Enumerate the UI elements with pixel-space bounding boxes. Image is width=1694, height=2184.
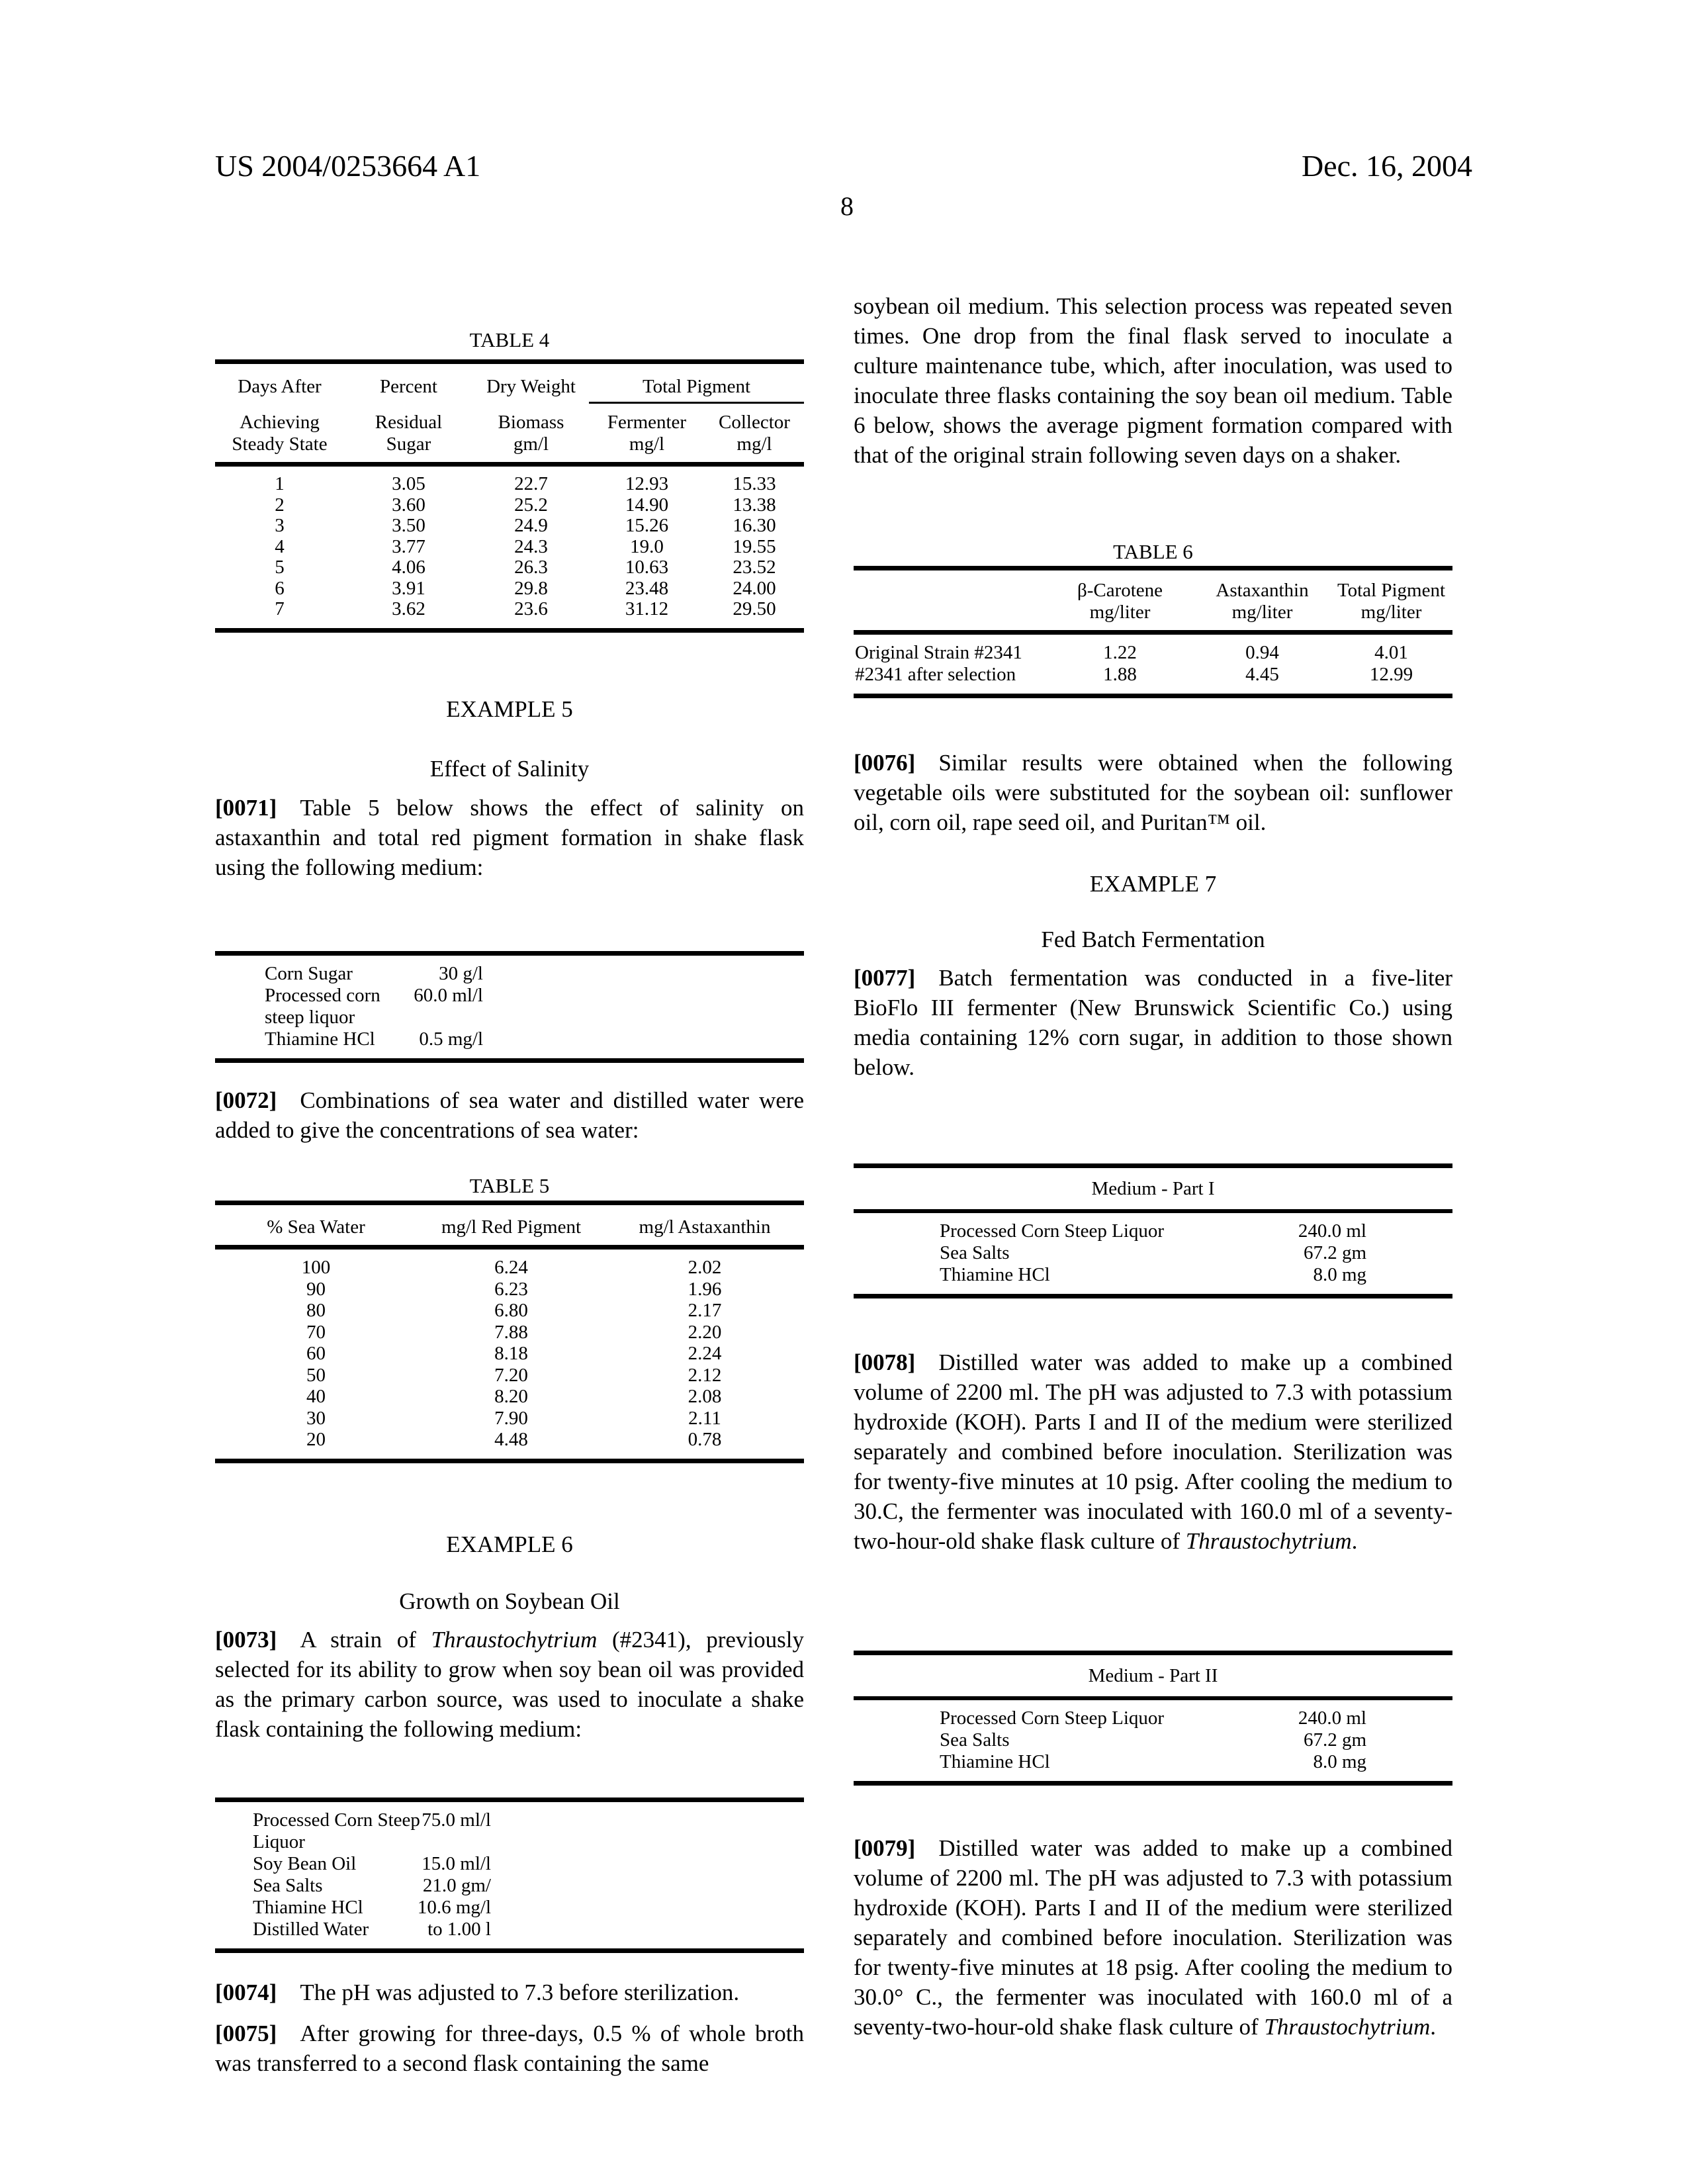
table-cell: 40 [306, 1386, 326, 1407]
table-5 [215, 1201, 804, 1463]
paragraph-0079 [854, 1833, 1452, 2042]
text-segment: The pH was adjusted to 7.3 before sterilization. [277, 1979, 740, 2005]
table-5-body [215, 1250, 804, 1459]
text-segment: Thraustochytrium [1264, 2014, 1431, 2040]
table-cell: 1.22 [1103, 642, 1137, 663]
table-cell: 15.0 ml/l [422, 1853, 491, 1874]
medium-part-1-caption: Medium - Part I [1091, 1178, 1215, 1199]
table-cell: 23.52 [733, 557, 776, 578]
column-header: Residual Sugar [375, 412, 443, 455]
table-cell: 6.23 [494, 1278, 528, 1300]
table-row [215, 537, 804, 558]
table-cell: 26.3 [514, 557, 548, 578]
column-header: Days After [238, 376, 322, 397]
paragraph-0074 [215, 1978, 804, 2007]
table-row [215, 1386, 804, 1408]
table-cell: 2.17 [688, 1300, 722, 1321]
table-cell: #2341 after selection [855, 664, 1016, 685]
table-cell: 2.20 [688, 1321, 722, 1343]
table-row [854, 664, 1452, 686]
table-6-body [854, 635, 1452, 694]
table-cell: 16.30 [733, 515, 776, 536]
table-cell: 29.50 [733, 598, 776, 619]
table-cell: 0.5 mg/l [419, 1028, 483, 1050]
table-cell: Thiamine HCl [265, 1028, 375, 1050]
table-cell: 23.48 [625, 577, 669, 599]
table-cell: 10.6 mg/l [417, 1897, 491, 1918]
example-7-subheading: Fed Batch Fermentation [1041, 927, 1265, 952]
text-segment: [0079] [854, 1835, 916, 1861]
column-header: % Sea Water [267, 1216, 365, 1238]
table-row [215, 557, 804, 578]
text-segment: Combinations of sea water and distilled water were added to give the concentrations of sea water: [215, 1087, 804, 1143]
medium-part-2-table [854, 1651, 1452, 1786]
table-cell: 4.06 [392, 557, 425, 578]
table-cell: to 1.00 l [427, 1919, 491, 1940]
table-cell: 100 [301, 1257, 331, 1278]
table-cell: 30 g/l [439, 963, 483, 984]
table-cell: 4.45 [1245, 664, 1279, 685]
table-cell: Soy Bean Oil [253, 1853, 357, 1874]
paragraph-0077 [854, 963, 1452, 1082]
table-cell: 3.62 [392, 598, 425, 619]
table-row [940, 1220, 1366, 1242]
table-cell: 2.24 [688, 1343, 722, 1364]
table-row [215, 599, 804, 620]
table-cell: 10.63 [625, 557, 669, 578]
table-cell: 3.60 [392, 494, 425, 516]
patent-number: US 2004/0253664 A1 [215, 149, 481, 183]
table-row [253, 1919, 491, 1940]
left-column [215, 0, 804, 2184]
table-cell: 12.93 [625, 473, 669, 494]
paragraph-0075 [215, 2019, 804, 2078]
table-cell: 90 [306, 1278, 326, 1300]
table-rule [854, 630, 1452, 635]
text-segment: . [1351, 1528, 1358, 1554]
table-cell: Sea Salts [253, 1875, 323, 1896]
table-cell: 8.0 mg [1313, 1751, 1366, 1772]
table-cell: 240.0 ml [1298, 1220, 1366, 1242]
table-cell: Original Strain #2341 [855, 642, 1022, 663]
medium-table-body [940, 1700, 1366, 1781]
table-cell: 6 [275, 577, 285, 599]
table-cell: 6.80 [494, 1300, 528, 1321]
paragraph-0071 [215, 793, 804, 882]
table-cell: Thiamine HCl [940, 1264, 1050, 1285]
medium-table-body [253, 1802, 491, 1948]
example-6-heading: EXAMPLE 6 [446, 1531, 573, 1557]
table-row [215, 1257, 804, 1279]
table-6-title: TABLE 6 [1113, 540, 1193, 563]
table-cell: Thiamine HCl [253, 1897, 363, 1918]
text-segment: Distilled water was added to make up a combined volume of 2200 ml. The pH was adjusted to 7.3 with potassium hydroxide (KOH). Parts I and II of the medium were sterilized separately and combined before inoculation. Sterilization was for twenty-five minutes at 18 psig. After cooling the medium to 30.0° C., the fermenter was inoculated with 160.0 ml of a seventy-two-hour-old shake flask culture of [854, 1835, 1452, 2040]
table-cell: 80 [306, 1300, 326, 1321]
text-segment: [0078] [854, 1349, 916, 1375]
table-row [215, 578, 804, 600]
table-row [215, 1429, 804, 1451]
table-row [940, 1707, 1366, 1729]
table-cell: 22.7 [514, 473, 548, 494]
column-header: Astaxanthin mg/liter [1216, 580, 1309, 623]
table-cell: 31.12 [625, 598, 669, 619]
table-row [215, 495, 804, 516]
table-cell: Corn Sugar [265, 963, 353, 984]
table-row [940, 1264, 1366, 1286]
table-cell: Sea Salts [940, 1729, 1010, 1751]
table-cell: 4.48 [494, 1429, 528, 1450]
example-5-heading: EXAMPLE 5 [446, 696, 573, 722]
table-row [265, 1028, 483, 1050]
table-cell: 7.20 [494, 1364, 528, 1386]
table-cell: 8.0 mg [1313, 1264, 1366, 1285]
text-segment: Thraustochytrium [431, 1627, 598, 1653]
table-cell: 0.78 [688, 1429, 722, 1450]
table-cell: 2.02 [688, 1257, 722, 1278]
medium-table-example-5 [215, 951, 804, 1063]
text-segment: (#2341), previously selected for its ability to grow when soy bean oil was provided as the primary carbon source, was used to inoculate a shake flask containing the following medium: [215, 1627, 804, 1742]
table-row [215, 1365, 804, 1387]
example-6-subheading: Growth on Soybean Oil [399, 1588, 620, 1614]
text-segment: After growing for three-days, 0.5 % of whole broth was transferred to a second flask containing the same [215, 2021, 804, 2076]
table-cell: 3.77 [392, 535, 425, 557]
example-5-subheading: Effect of Salinity [429, 756, 590, 782]
table-5-header-row [215, 1205, 804, 1238]
table-cell: 2.08 [688, 1386, 722, 1407]
table-cell: 13.38 [733, 494, 776, 516]
table-cell: 7.90 [494, 1407, 528, 1429]
table-cell: 24.00 [733, 577, 776, 599]
table-5-title: TABLE 5 [469, 1174, 550, 1197]
table-row [253, 1897, 491, 1919]
table-cell: 240.0 ml [1298, 1707, 1366, 1729]
table-cell: Processed Corn Steep Liquor [940, 1707, 1165, 1729]
table-cell: 3.91 [392, 577, 425, 599]
table-cell: 2 [275, 494, 285, 516]
table-rule [215, 462, 804, 467]
table-6 [854, 566, 1452, 698]
table-cell: 12.99 [1369, 664, 1413, 685]
table-4-title: TABLE 4 [469, 328, 550, 351]
table-cell: 3.05 [392, 473, 425, 494]
column-header [854, 580, 1046, 623]
table-cell: 4.01 [1374, 642, 1408, 663]
table-4-header-row-1 [215, 364, 804, 404]
table-row [215, 1408, 804, 1430]
table-cell: 60 [306, 1343, 326, 1364]
table-row [940, 1751, 1366, 1773]
paragraph-0078 [854, 1347, 1452, 1556]
table-cell: Processed Corn Steep Liquor [253, 1809, 420, 1852]
table-4 [215, 359, 804, 633]
table-cell: 20 [306, 1429, 326, 1450]
table-cell: 70 [306, 1321, 326, 1343]
table-row [215, 1322, 804, 1343]
paragraph-0076 [854, 748, 1452, 837]
column-header: Percent [380, 376, 437, 397]
table-row [940, 1729, 1366, 1751]
medium-part-1-table [854, 1163, 1452, 1298]
table-cell: 1 [275, 473, 285, 494]
column-header: Dry Weight [486, 376, 576, 397]
table-cell: 23.6 [514, 598, 548, 619]
table-4-body [215, 467, 804, 628]
column-header: Achieving Steady State [232, 412, 328, 455]
text-segment: Distilled water was added to make up a combined volume of 2200 ml. The pH was adjusted to 7.3 with potassium hydroxide (KOH). Parts I and II of the medium were sterilized separately and combined before inoculation. Sterilization was for twenty-five minutes at 10 psig. After cooling the medium to 30.C, the fermenter was inoculated with 160.0 ml of a seventy-two-hour-old shake flask culture of [854, 1349, 1452, 1554]
text-segment: soybean oil medium. This selection process was repeated seven times. One drop from the final flask served to inoculate a culture maintenance tube, which, after inoculation, was used to inoculate three flasks containing the soy bean oil medium. Table 6 below, shows the average pigment formation compared with that of the original strain following seven days on a shaker. [854, 293, 1452, 468]
table-cell: 8.20 [494, 1386, 528, 1407]
table-cell: 0.94 [1245, 642, 1279, 663]
column-header: mg/l Red Pigment [441, 1216, 582, 1238]
table-row [265, 985, 483, 1028]
table-row [215, 1300, 804, 1322]
table-cell: 24.3 [514, 535, 548, 557]
paragraph-0072 [215, 1085, 804, 1145]
table-cell: Processed Corn Steep Liquor [940, 1220, 1165, 1242]
right-column [854, 0, 1452, 2184]
table-4-header-row-2 [215, 412, 804, 455]
table-row [253, 1809, 491, 1853]
table-row [265, 963, 483, 985]
table-cell: 30 [306, 1407, 326, 1429]
column-header: Fermenter mg/l [607, 412, 687, 455]
text-segment: Batch fermentation was conducted in a five-liter BioFlo III fermenter (New Brunswick Scientific Co.) using media containing 12% corn sugar, in addition to those shown below. [854, 965, 1452, 1080]
table-cell: Sea Salts [940, 1242, 1010, 1263]
table-rule [215, 1245, 804, 1250]
table-row [215, 474, 804, 495]
page-number: 8 [840, 191, 854, 221]
table-cell: 19.0 [630, 535, 664, 557]
text-segment: . [1430, 2014, 1436, 2040]
medium-table-body [940, 1213, 1366, 1294]
table-row [215, 1343, 804, 1365]
table-cell: 4 [275, 535, 285, 557]
table-cell: 15.26 [625, 515, 669, 536]
table-cell: Distilled Water [253, 1919, 369, 1940]
table-cell: 6.24 [494, 1257, 528, 1278]
table-cell: 15.33 [733, 473, 776, 494]
table-row [215, 516, 804, 537]
table-cell: 3.50 [392, 515, 425, 536]
table-cell: Thiamine HCl [940, 1751, 1050, 1772]
table-cell: 3 [275, 515, 285, 536]
column-header: β-Carotene mg/liter [1077, 580, 1163, 623]
text-segment: [0073] [215, 1627, 277, 1653]
text-segment: Similar results were obtained when the following vegetable oils were substituted for the soybean oil: sunflower oil, corn oil, rape seed oil, and Puritan™ oil. [854, 750, 1452, 835]
text-segment: [0074] [215, 1979, 277, 2005]
table-row [253, 1853, 491, 1875]
medium-table-example-6 [215, 1797, 804, 1953]
table-cell: 7 [275, 598, 285, 619]
text-segment: A strain of [277, 1627, 431, 1653]
table-cell: 60.0 ml/l [414, 985, 483, 1006]
table-row [854, 642, 1452, 664]
table-cell: 8.18 [494, 1343, 528, 1364]
publication-date: Dec. 16, 2004 [1301, 149, 1472, 183]
column-header-total-pigment: Total Pigment [589, 375, 804, 404]
column-header: Collector mg/l [719, 412, 790, 455]
column-header: mg/l Astaxanthin [639, 1216, 771, 1238]
table-row [215, 1279, 804, 1300]
column-header: Total Pigment mg/liter [1337, 580, 1446, 623]
table-cell: 7.88 [494, 1321, 528, 1343]
table-cell: 25.2 [514, 494, 548, 516]
text-segment: [0071] [215, 795, 277, 821]
paragraph-0073 [215, 1625, 804, 1744]
table-cell: Processed corn steep liquor [265, 985, 380, 1028]
table-cell: 50 [306, 1364, 326, 1386]
table-cell: 29.8 [514, 577, 548, 599]
table-6-header-row [854, 570, 1452, 623]
table-cell: 75.0 ml/l [422, 1809, 491, 1831]
table-cell: 2.12 [688, 1364, 722, 1386]
continuation-paragraph [854, 291, 1452, 470]
table-cell: 1.96 [688, 1278, 722, 1300]
table-cell: 67.2 gm [1303, 1242, 1366, 1263]
text-segment: Table 5 below shows the effect of salinity on astaxanthin and total red pigment formation in shake flask using the following medium: [215, 795, 804, 880]
table-row [940, 1242, 1366, 1264]
text-segment: [0072] [215, 1087, 277, 1113]
column-header: Biomass gm/l [498, 412, 564, 455]
table-cell: 14.90 [625, 494, 669, 516]
text-segment: [0077] [854, 965, 916, 991]
table-row [253, 1875, 491, 1897]
table-cell: 19.55 [733, 535, 776, 557]
table-cell: 67.2 gm [1303, 1729, 1366, 1751]
table-cell: 21.0 gm/ [422, 1875, 491, 1896]
table-cell: 2.11 [688, 1407, 721, 1429]
table-cell: 24.9 [514, 515, 548, 536]
text-segment: Thraustochytrium [1185, 1528, 1352, 1554]
table-cell: 1.88 [1103, 664, 1137, 685]
example-7-heading: EXAMPLE 7 [1089, 871, 1217, 897]
text-segment: [0075] [215, 2021, 277, 2046]
table-cell: 5 [275, 557, 285, 578]
text-segment: [0076] [854, 750, 916, 776]
medium-part-2-caption: Medium - Part II [1088, 1665, 1218, 1686]
medium-table-body [265, 956, 483, 1058]
